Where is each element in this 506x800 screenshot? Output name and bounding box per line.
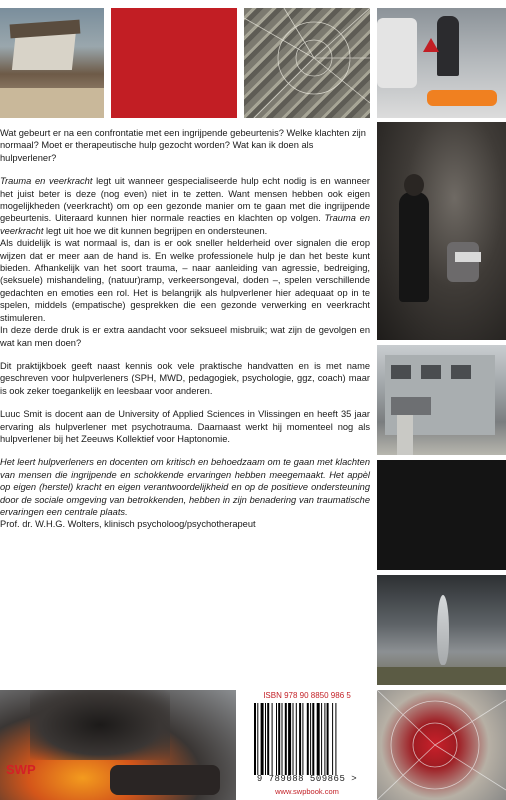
barcode-bar <box>267 703 269 775</box>
barcode-bar <box>261 703 264 775</box>
barcode-bar <box>285 703 287 775</box>
photo-shattered-glass <box>244 8 370 118</box>
barcode-bar <box>307 703 309 775</box>
endorsement-author: Prof. dr. W.H.G. Wolters, klinisch psycholoog/psychotherapeut <box>0 519 256 530</box>
intro-paragraph: Wat gebeurt er na een confrontatie met een ingrijpende gebeurtenis? Welke klachten zijn normaal? Moet er therapeutische hulp gezocht worden? Wat kan ik doen als hulpverlener? <box>0 128 366 163</box>
endorsement-quote: Het leert hulpverleners en docenten om kritisch en behoedzaam om te gaan met klachten van mensen die ingrijpende en schokkende ervaringen hebben meegemaakt. Het appèl op eigen (herstel) kracht en eigen verantwoordelijkheid en op de positieve ondersteuning door de sociale omgeving van betrokkenden, hebben in zijn benadering van traumatische ervaringen een centrale plaats. <box>0 457 370 517</box>
barcode-bar <box>254 703 256 775</box>
photo-traffic-accident <box>377 8 506 118</box>
photo-burning-car <box>0 690 236 800</box>
barcode-bar <box>257 703 258 775</box>
author-bio-paragraph: Luuc Smit is docent aan de University of Applied Sciences in Vlissingen en heeft 35 jaar ervaring als hulpverlener met psychotrauma. Daarnaast werkt hij momenteel nog als hulpverlener bij het Zeeuws Kollektief voor Haptonomie. <box>0 409 370 444</box>
photo-tornado <box>377 575 506 685</box>
barcode-bar <box>310 703 311 775</box>
barcode-bar <box>299 703 301 775</box>
description-paragraph: Trauma en veerkracht legt uit wanneer gespecialiseerde hulp echt nodig is en wanneer het juist beter is deze (nog even) niet in te zetten. Want mensen hebben ook eigen mogelijkheden (veerkracht) om op een gezonde manier om te gaan met die ingrijpende gebeurtenis. Uiteraard kunnen hier normale reacties en klachten op volgen. Trauma en veerkracht legt uit hoe we dit kunnen begrijpen en ondersteunen. <box>0 176 371 236</box>
isbn-label: ISBN 978 90 8850 986 5 <box>263 691 351 700</box>
red-color-block <box>111 8 237 118</box>
barcode-bar <box>317 703 320 775</box>
barcode-bar <box>272 703 273 775</box>
barcode-bar <box>276 703 277 775</box>
barcode-bar <box>278 703 280 775</box>
back-cover-text <box>0 127 370 542</box>
publisher-website: www.swpbook.com <box>275 787 339 796</box>
barcode-bar <box>324 703 325 775</box>
audience-paragraph: Dit praktijkboek geeft naast kennis ook vele praktische handvatten en is met name geschreven voor hulpverleners (SPH, MWD, pedagogiek, psychologie, ggz, coach) maar is ook zeker toegankelijk en leesbaar voor anderen. <box>0 360 370 396</box>
barcode-bar <box>327 703 329 775</box>
barcode-number: 9 789088 509865 > <box>256 774 358 784</box>
barcode-bar <box>321 703 322 775</box>
barcode-bar <box>282 703 283 775</box>
photo-blood-on-shattered-windshield <box>377 690 506 800</box>
professional-help-paragraph: Als duidelijk is wat normaal is, dan is er ook sneller helderheid over signalen die erop wijzen dat er meer aan de hand is. En welke professionele hulp je dan het beste kunt bieden. Afhankelijk van het soort trauma, – naar aanleiding van agressie, bedreiging, (seksuele) mishandeling, (natuur)ramp, verkeersongeval, doden –, spelen verschillende gedachten en emoties een rol. Het is belangrijk als hulpverlener hier adequaat op in te spelen, middels (empatische) gesprekken die een gezonde verwerking en veerkracht stimuleren. <box>0 238 370 323</box>
photo-abandoned-building <box>377 345 506 455</box>
barcode-bar <box>296 703 297 775</box>
isbn-barcode <box>244 690 370 800</box>
barcode-bar <box>293 703 294 775</box>
third-edition-paragraph: In deze derde druk is er extra aandacht voor seksueel misbruik; wat zijn de gevolgen en wat kan men doen? <box>0 325 370 348</box>
photo-person-in-dark-corridor <box>377 122 506 340</box>
barcode-bar <box>312 703 314 775</box>
photo-destroyed-house <box>0 8 104 118</box>
book-title-italic: Trauma en veerkracht <box>0 176 93 187</box>
barcode-bar <box>265 703 266 775</box>
black-color-block <box>377 460 506 570</box>
barcode-bars <box>254 703 360 775</box>
barcode-bar <box>335 703 336 775</box>
publisher-logo: SWP <box>6 762 36 777</box>
barcode-bar <box>302 703 303 775</box>
book-title-italic: Trauma en veerkracht <box>0 213 370 236</box>
barcode-bar <box>332 703 333 775</box>
barcode-bar <box>288 703 291 775</box>
